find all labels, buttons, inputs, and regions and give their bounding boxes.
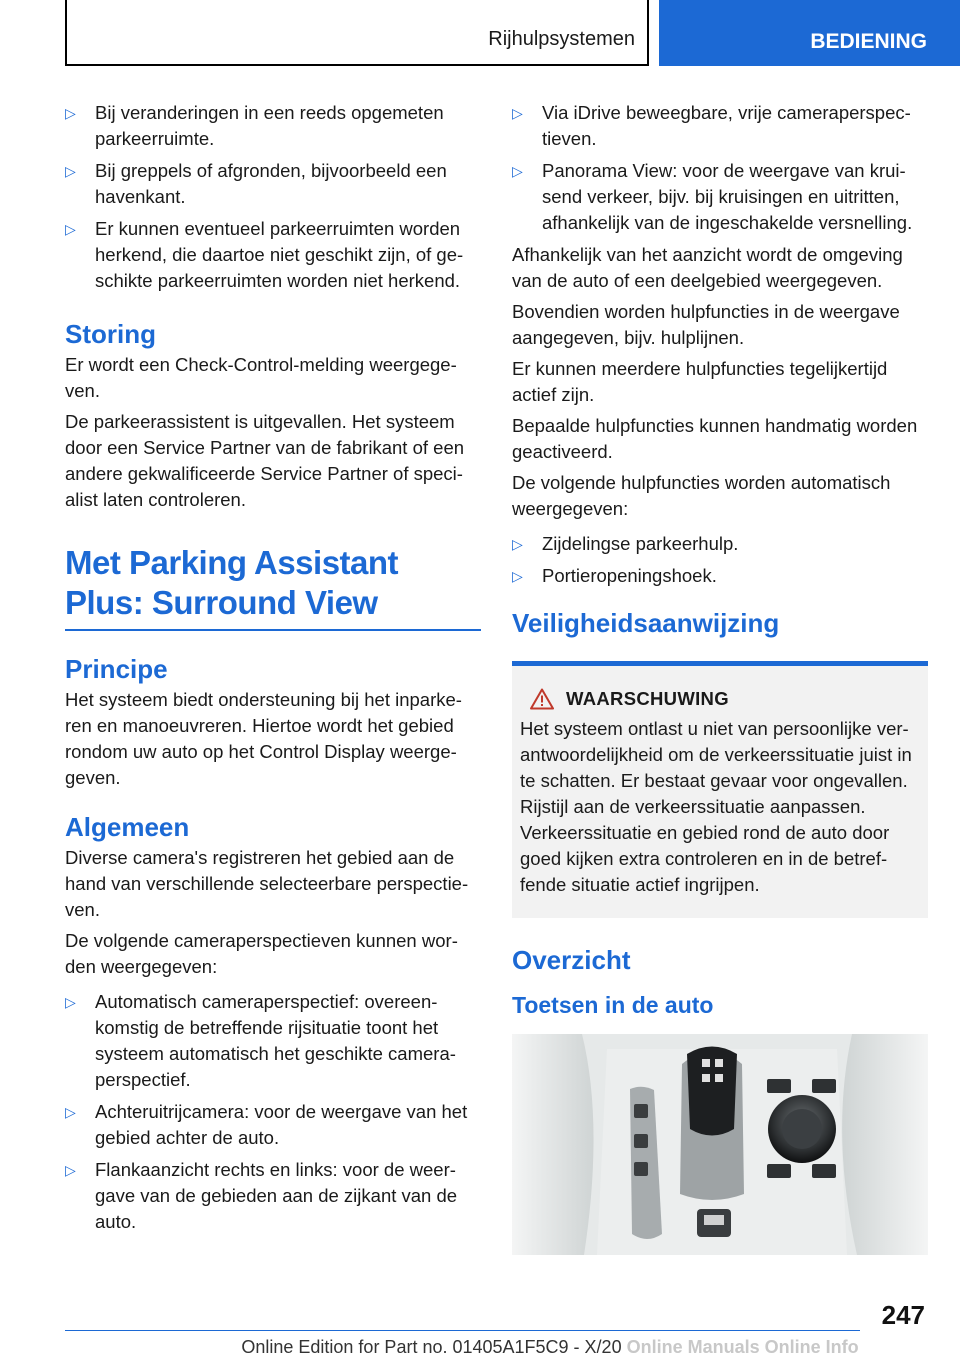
header-rule — [65, 64, 649, 66]
list-item: ▷ Flankaanzicht rechts en links: voor de weergave van de gebieden aan de zijkant van de auto. — [65, 1159, 458, 1232]
right-column — [512, 100, 928, 1255]
header-right-border — [647, 0, 649, 66]
safety-heading: Veiligheidsaanwijzing — [512, 608, 780, 638]
list-item: ▷ Panorama View: voor de weergave van kruisend verkeer, bijv. bij kruisingen en uitritten, afhankelijk van de ingeschakelde versnelling. — [512, 160, 913, 233]
warning-triangle-icon — [530, 688, 554, 710]
triangle-bullet-icon: ▷ — [65, 1162, 76, 1178]
triangle-bullet-icon: ▷ — [65, 105, 76, 121]
view-paragraph-4: Bepaalde hulpfuncties kunnen handmatig worden geactiveerd. — [512, 415, 918, 462]
warning-title-row — [520, 688, 920, 710]
main-heading-rule — [65, 629, 481, 631]
principe-paragraph: Het systeem biedt ondersteuning bij het inparkeren en manoeuvreren. Hiertoe wordt het gebied rondom uw auto op het Control Display weergegeven. — [65, 689, 462, 788]
camera-perspectives-list — [65, 989, 481, 1235]
view-paragraph-1: Afhankelijk van het aanzicht wordt de omgeving van de auto of een deelgebied weergegeven. — [512, 244, 903, 291]
page-number: 247 — [881, 1300, 925, 1330]
list-item: ▷ Bij veranderingen in een reeds opgemeten parkeerruimte. — [65, 102, 444, 149]
triangle-bullet-icon: ▷ — [65, 1104, 76, 1120]
triangle-bullet-icon: ▷ — [512, 163, 523, 179]
section-title: Rijhulpsystemen — [488, 28, 635, 50]
site-watermark: Online Manuals Online Info — [626, 1337, 859, 1357]
footer-rule — [65, 1330, 860, 1331]
chapter-tab-label: BEDIENING — [810, 30, 927, 53]
triangle-bullet-icon: ▷ — [512, 105, 523, 121]
triangle-bullet-icon: ▷ — [65, 221, 76, 237]
view-paragraph-3: Er kunnen meerdere hulpfuncties tegelijkertijd actief zijn. — [512, 358, 888, 405]
help-functions-list — [512, 531, 928, 589]
triangle-bullet-icon: ▷ — [65, 163, 76, 179]
view-paragraph-2: Bovendien worden hulpfuncties in de weergave aangegeven, bijv. hulplijnen. — [512, 301, 900, 348]
algemeen-heading: Algemeen — [65, 812, 190, 842]
triangle-bullet-icon: ▷ — [512, 568, 523, 584]
list-item: ▷ Er kunnen eventueel parkeerruimten worden herkend, die daartoe niet geschikt zijn, of geschikte parkeerruimten worden niet herkend. — [65, 218, 464, 291]
principe-heading: Principe — [65, 654, 168, 684]
center-console-photo — [512, 1034, 928, 1255]
footer — [0, 1337, 960, 1358]
warning-box — [512, 661, 928, 918]
list-item: ▷ Via iDrive beweegbare, vrije cameraperspectieven. — [512, 102, 911, 149]
list-item: ▷ Achteruitrijcamera: voor de weergave van het gebied achter de auto. — [65, 1101, 468, 1148]
header-left-border — [65, 0, 67, 66]
list-item: ▷ Bij greppels of afgronden, bijvoorbeeld een havenkant. — [65, 160, 447, 207]
overzicht-heading: Overzicht — [512, 945, 631, 975]
edition-text: Online Edition for Part no. 01405A1F5C9 - X/20 — [241, 1337, 622, 1357]
storing-paragraph-1: Er wordt een Check-Control-melding weergegeven. — [65, 354, 457, 401]
warning-text: Het systeem ontlast u niet van persoonlijke verantwoordelijkheid om de verkeerssituatie juist in te schatten. Er bestaat gevaar voor ongevallen. Rijstijl aan de verkeerssituatie aanpassen. Verkeerssituatie en gebied rond de auto door goed kijken extra controleren en in de betreffende situatie actief ingrijpen. — [520, 718, 912, 895]
storing-paragraph-2: De parkeerassistent is uitgevallen. Het systeem door een Service Partner van de fabrikant of een andere gekwalificeerde Service Partner of specialist laten controleren. — [65, 411, 465, 510]
storing-heading: Storing — [65, 319, 156, 349]
list-item: ▷ Portieropeningshoek. — [512, 563, 928, 589]
limits-list — [65, 100, 481, 294]
main-heading: Met Parking Assistant Plus: Surround View — [65, 544, 399, 621]
chapter-tab[interactable] — [659, 0, 960, 66]
warning-title: WAARSCHUWING — [566, 688, 729, 709]
triangle-bullet-icon: ▷ — [512, 536, 523, 552]
algemeen-paragraph-2: De volgende cameraperspectieven kunnen worden weergegeven: — [65, 930, 458, 977]
toetsen-heading: Toetsen in de auto — [512, 992, 714, 1018]
triangle-bullet-icon: ▷ — [65, 994, 76, 1010]
left-column — [65, 100, 481, 1241]
algemeen-paragraph-1: Diverse camera's registreren het gebied aan de hand van verschillende selecteerbare perspectieven. — [65, 847, 469, 920]
list-item: ▷ Zijdelingse parkeerhulp. — [512, 531, 928, 557]
camera-perspectives-list-cont — [512, 100, 928, 236]
list-item: ▷ Automatisch cameraperspectief: overeenkomstig de betreffende rijsituatie toont het systeem automatisch het geschikte cameraperspectief. — [65, 991, 456, 1090]
view-paragraph-5: De volgende hulpfuncties worden automatisch weergegeven: — [512, 472, 891, 519]
center-console-illustration — [512, 1034, 928, 1255]
